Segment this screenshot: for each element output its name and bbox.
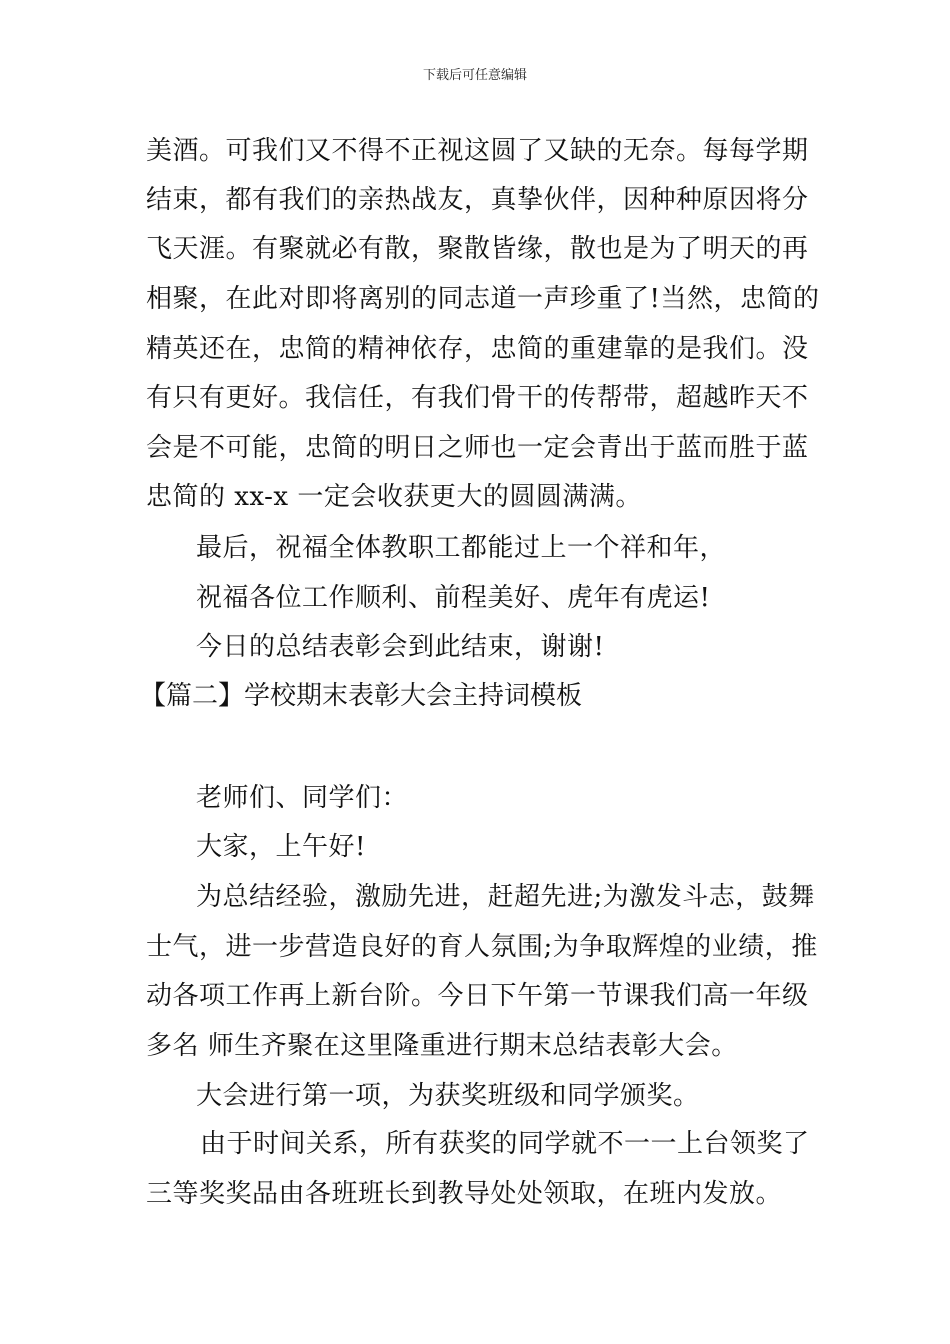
paragraph-line: 动各项工作再上新台阶。今日下午第一节课我们高一年级 <box>146 981 809 1011</box>
closing-line: 祝福各位工作顺利、前程美好、虎年有虎运! <box>196 583 711 613</box>
paragraph-line: 为总结经验，激励先进，赶超先进;为激发斗志，鼓舞 <box>196 882 815 912</box>
section-heading: 【篇二】学校期末表彰大会主持词模板 <box>140 681 583 711</box>
paragraph-line: 相聚，在此对即将离别的同志道一声珍重了!当然，忠简的 <box>146 284 820 314</box>
paragraph-line: 士气，进一步营造良好的育人氛围;为争取辉煌的业绩，推 <box>146 932 818 962</box>
paragraph-line: 多名 师生齐聚在这里隆重进行期末总结表彰大会。 <box>146 1031 738 1061</box>
paragraph-line: 有只有更好。我信任，有我们骨干的传帮带，超越昨天不 <box>146 383 809 413</box>
closing-line: 今日的总结表彰会到此结束，谢谢! <box>196 632 605 662</box>
paragraph-line: 结束，都有我们的亲热战友，真挚伙伴，因种种原因将分 <box>146 185 809 215</box>
paragraph-line: 会是不可能，忠简的明日之师也一定会青出于蓝而胜于蓝 <box>146 433 809 463</box>
paragraph-line: 三等奖奖品由各班班长到教导处处领取，在班内发放。 <box>146 1179 783 1209</box>
page-header: 下载后可任意编辑 <box>422 68 527 83</box>
greeting-line: 大家，上午好! <box>196 832 366 862</box>
paragraph-line: 飞天涯。有聚就必有散，聚散皆缘，散也是为了明天的再 <box>146 234 809 264</box>
paragraph-line: 忠简的 xx-x 一定会收获更大的圆圆满满。 <box>146 482 642 512</box>
paragraph-line: 由于时间关系，所有获奖的同学就不一一上台领奖了 <box>200 1129 810 1159</box>
paragraph-line: 精英还在，忠简的精神依存，忠简的重建靠的是我们。没 <box>146 334 809 364</box>
paragraph-line: 美酒。可我们又不得不正视这圆了又缺的无奈。每每学期 <box>146 136 809 166</box>
paragraph-line: 大会进行第一项，为获奖班级和同学颁奖。 <box>196 1081 700 1111</box>
closing-line: 最后，祝福全体教职工都能过上一个祥和年， <box>196 533 727 563</box>
greeting-line: 老师们、同学们： <box>196 783 409 813</box>
